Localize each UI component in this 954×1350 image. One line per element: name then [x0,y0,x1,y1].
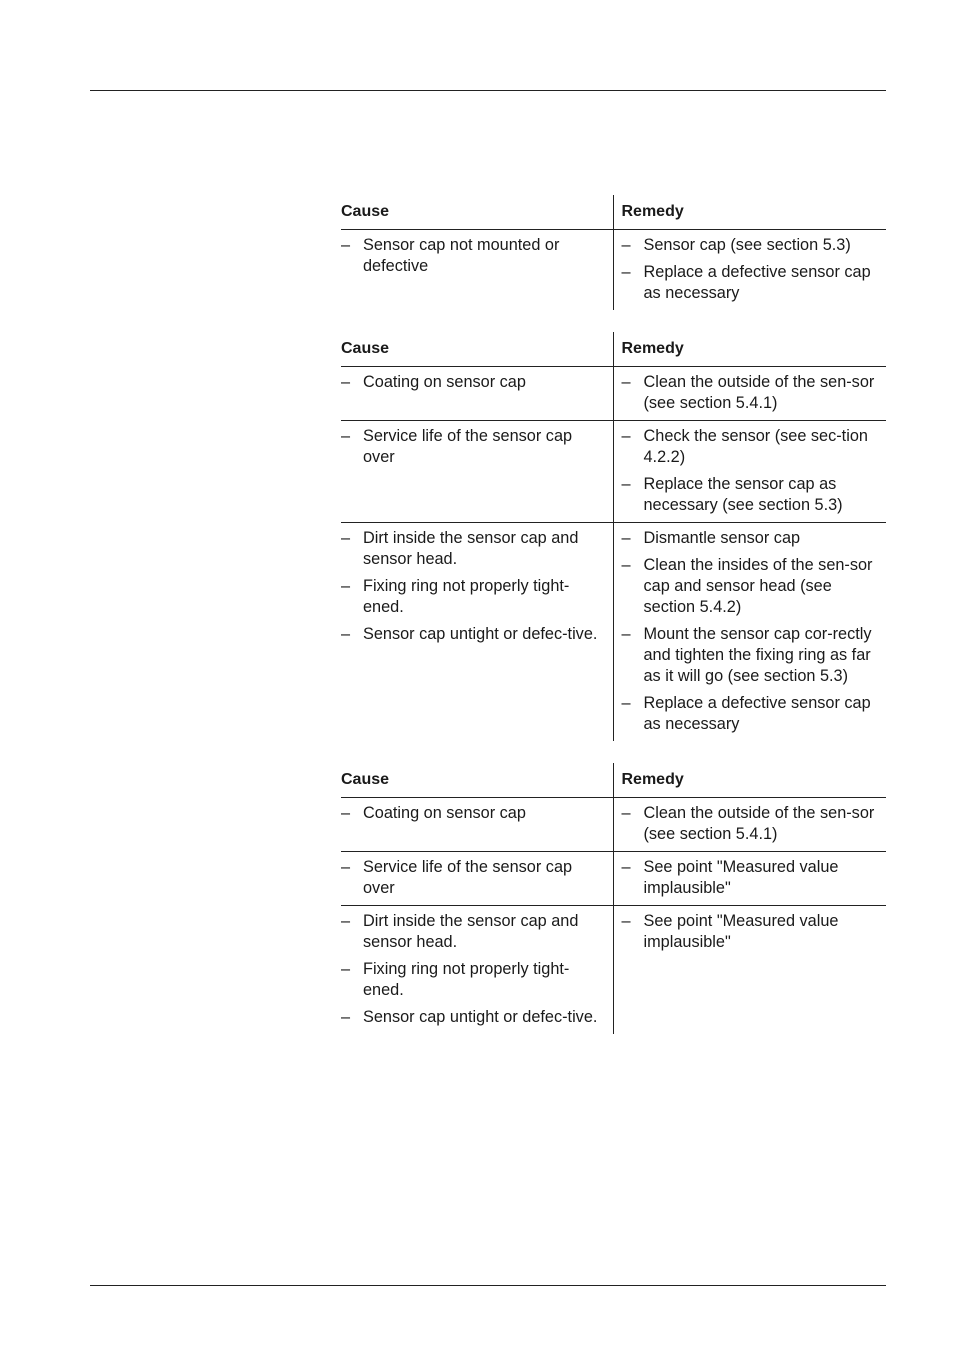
troubleshooting-tables [341,195,886,1056]
list-item: – Sensor cap untight or defec-tive. [341,1007,613,1028]
remedy-cell [613,367,886,421]
header-rule [90,90,886,91]
list-item: – Replace a defective sensor cap as necessary [622,262,887,304]
list-item: – Service life of the sensor cap over [341,857,613,899]
list-item: – Sensor cap (see section 5.3) [622,235,887,256]
remedy-cell [613,230,886,311]
footer-rule [90,1285,886,1286]
list-item: – Fixing ring not properly tight-ened. [341,576,613,618]
cause-cell [341,798,613,852]
list-item: – Clean the outside of the sen-sor (see section 5.4.1) [622,372,887,414]
list-item: – Clean the outside of the sen-sor (see section 5.4.1) [622,803,887,845]
cause-cell [341,523,613,742]
table-header-row [341,332,886,367]
cause-header: Cause [341,763,613,798]
list-item: – Coating on sensor cap [341,372,613,393]
remedy-cell [613,852,886,906]
list-item: – Coating on sensor cap [341,803,613,824]
cause-cell [341,367,613,421]
remedy-cell [613,523,886,742]
table-row [341,798,886,852]
cause-cell [341,421,613,523]
list-item: – Clean the insides of the sen-sor cap and sensor head (see section 5.4.2) [622,555,887,618]
cause-header: Cause [341,332,613,367]
list-item: – Fixing ring not properly tight-ened. [341,959,613,1001]
remedy-cell [613,421,886,523]
list-item: – Replace the sensor cap as necessary (see section 5.3) [622,474,887,516]
cause-cell [341,906,613,1035]
list-item: – Service life of the sensor cap over [341,426,613,468]
list-item: – Sensor cap not mounted or defective [341,235,613,277]
cause-header: Cause [341,195,613,230]
cause-cell [341,230,613,311]
troubleshooting-table-1 [341,195,886,310]
list-item: – Sensor cap untight or defec-tive. [341,624,613,645]
remedy-cell [613,906,886,1035]
table-row [341,230,886,311]
remedy-header: Remedy [613,332,886,367]
remedy-header: Remedy [613,195,886,230]
list-item: – Mount the sensor cap cor-rectly and tighten the fixing ring as far as it will go (see section 5.3) [622,624,887,687]
table-row [341,523,886,742]
list-item: – See point "Measured value implausible" [622,911,887,953]
troubleshooting-table-2 [341,332,886,741]
list-item: – Replace a defective sensor cap as necessary [622,693,887,735]
list-item: – Check the sensor (see sec-tion 4.2.2) [622,426,887,468]
list-item: – See point "Measured value implausible" [622,857,887,899]
table-header-row [341,195,886,230]
troubleshooting-table-3 [341,763,886,1034]
cause-cell [341,852,613,906]
table-row [341,421,886,523]
table-row [341,367,886,421]
table-row [341,906,886,1035]
list-item: – Dirt inside the sensor cap and sensor head. [341,528,613,570]
remedy-header: Remedy [613,763,886,798]
list-item: – Dismantle sensor cap [622,528,887,549]
table-row [341,852,886,906]
list-item: – Dirt inside the sensor cap and sensor head. [341,911,613,953]
remedy-cell [613,798,886,852]
table-header-row [341,763,886,798]
